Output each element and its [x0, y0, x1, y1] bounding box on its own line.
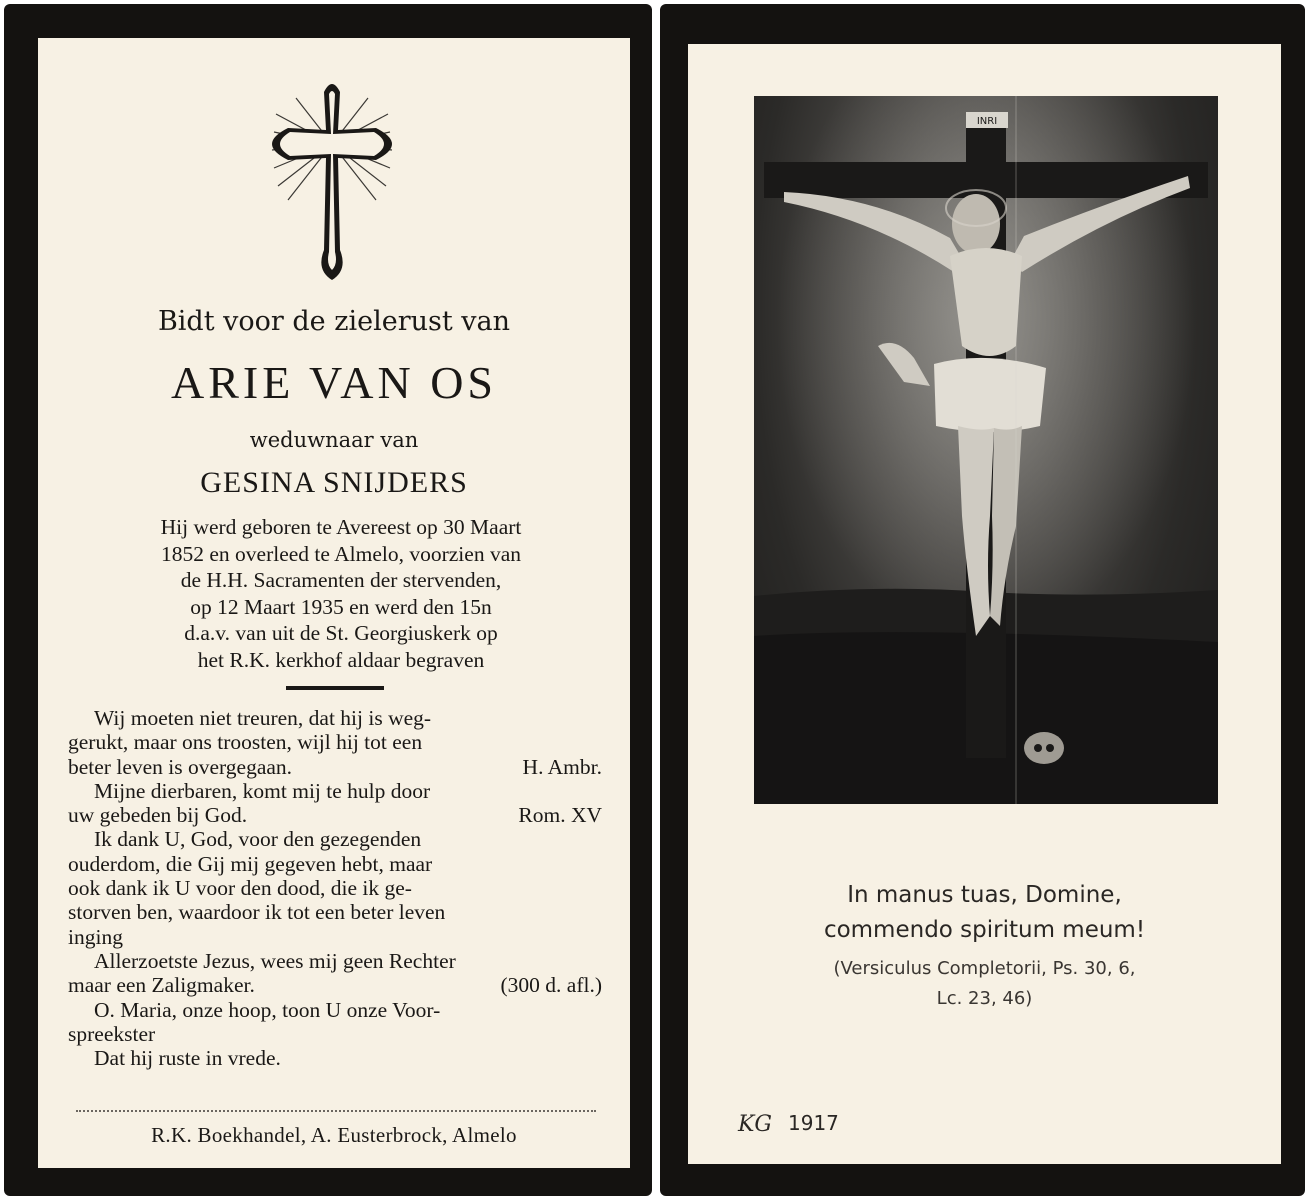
- quote-line: [68, 852, 602, 876]
- quote-text: Mijne dierbaren, komt mij te hulp door: [94, 778, 431, 803]
- crucifixion-image: [754, 96, 1218, 804]
- prayer-line: commendo spiritum meum!: [823, 917, 1146, 943]
- quote-line: [68, 949, 602, 973]
- biography: [70, 514, 612, 673]
- quote-line: [68, 998, 602, 1022]
- quote-text: storven ben, waardoor ik tot een beter leven: [68, 900, 446, 925]
- catalog-number: 1917: [788, 1111, 839, 1135]
- bio-line: de H.H. Sacramenten der stervenden,: [180, 568, 502, 592]
- quote-line: [68, 1022, 602, 1046]
- quote-text: uw gebeden bij God.: [68, 803, 248, 828]
- inri-plaque: INRI: [976, 116, 998, 127]
- quote-line: [68, 706, 602, 730]
- intro-text: Bidt voor de zielerust van: [157, 306, 511, 337]
- quote-line: [68, 925, 602, 949]
- quote-text: ouderdom, die Gij mij gegeven hebt, maar: [68, 851, 433, 876]
- quote-text: gerukt, maar ons troosten, wijl hij tot een: [68, 730, 423, 755]
- relation-text: weduwnaar van: [249, 428, 419, 452]
- quote-line: [68, 900, 602, 924]
- source-line: Lc. 23, 46): [936, 988, 1033, 1009]
- right-card-paper: [688, 44, 1281, 1164]
- prayer-block: [688, 878, 1281, 1014]
- prayer-line: In manus tuas, Domine,: [847, 882, 1122, 908]
- deceased-name: ARIE VAN OS: [170, 357, 498, 408]
- quote-reference: Rom. XV: [518, 803, 602, 828]
- quote-text: ook dank ik U voor den dood, die ik ge-: [68, 876, 412, 901]
- quote-line: [68, 973, 602, 997]
- quote-text: maar een Zaligmaker.: [68, 973, 255, 998]
- quote-line: [68, 876, 602, 900]
- publisher-mark: [736, 1108, 839, 1138]
- quote-line: [68, 803, 602, 827]
- memorial-card-right: [660, 4, 1305, 1196]
- printer-credit: R.K. Boekhandel, A. Eusterbrock, Almelo: [151, 1123, 517, 1147]
- quote-text: spreekster: [68, 1021, 156, 1046]
- publisher-logo-icon: [736, 1108, 776, 1138]
- dotted-divider: [76, 1110, 596, 1112]
- quote-text: Ik dank U, God, voor den gezegenden: [94, 827, 422, 852]
- svg-text:KG: KG: [738, 1112, 773, 1137]
- bio-line: Hij werd geboren te Avereest op 30 Maart: [160, 515, 522, 539]
- left-card-paper: [38, 38, 630, 1168]
- quote-line: [68, 779, 602, 803]
- memorial-card-left: [4, 4, 652, 1196]
- quote-text: Dat hij ruste in vrede.: [94, 1046, 281, 1071]
- quote-reference: H. Ambr.: [522, 754, 602, 779]
- quotes-block: [68, 706, 602, 1070]
- bio-line: op 12 Maart 1935 en werd den 15n: [190, 594, 492, 619]
- source-line: (Versiculus Completorii, Ps. 30, 6,: [833, 958, 1136, 979]
- bio-line: d.a.v. van uit de St. Georgiuskerk op: [184, 621, 498, 645]
- spouse-name: GESINA SNIJDERS: [200, 466, 468, 499]
- prayer-source: [688, 954, 1281, 1014]
- quote-text: beter leven is overgegaan.: [68, 754, 293, 779]
- quote-line: [68, 730, 602, 754]
- quote-line: [68, 827, 602, 851]
- quote-reference: (300 d. afl.): [500, 973, 602, 998]
- quote-text: Wij moeten niet treuren, dat hij is weg-: [94, 706, 432, 730]
- quote-text: O. Maria, onze hoop, toon U onze Voor-: [94, 997, 441, 1022]
- quote-text: Allerzoetste Jezus, wees mij geen Rechter: [94, 948, 456, 973]
- quote-line: [68, 755, 602, 779]
- divider: [286, 686, 384, 690]
- bio-line: 1852 en overleed te Almelo, voorzien van: [160, 541, 521, 566]
- quote-line: [68, 1046, 602, 1070]
- quote-text: inging: [68, 924, 123, 949]
- cross-icon: [266, 74, 398, 284]
- bio-line: het R.K. kerkhof aldaar begraven: [197, 647, 485, 672]
